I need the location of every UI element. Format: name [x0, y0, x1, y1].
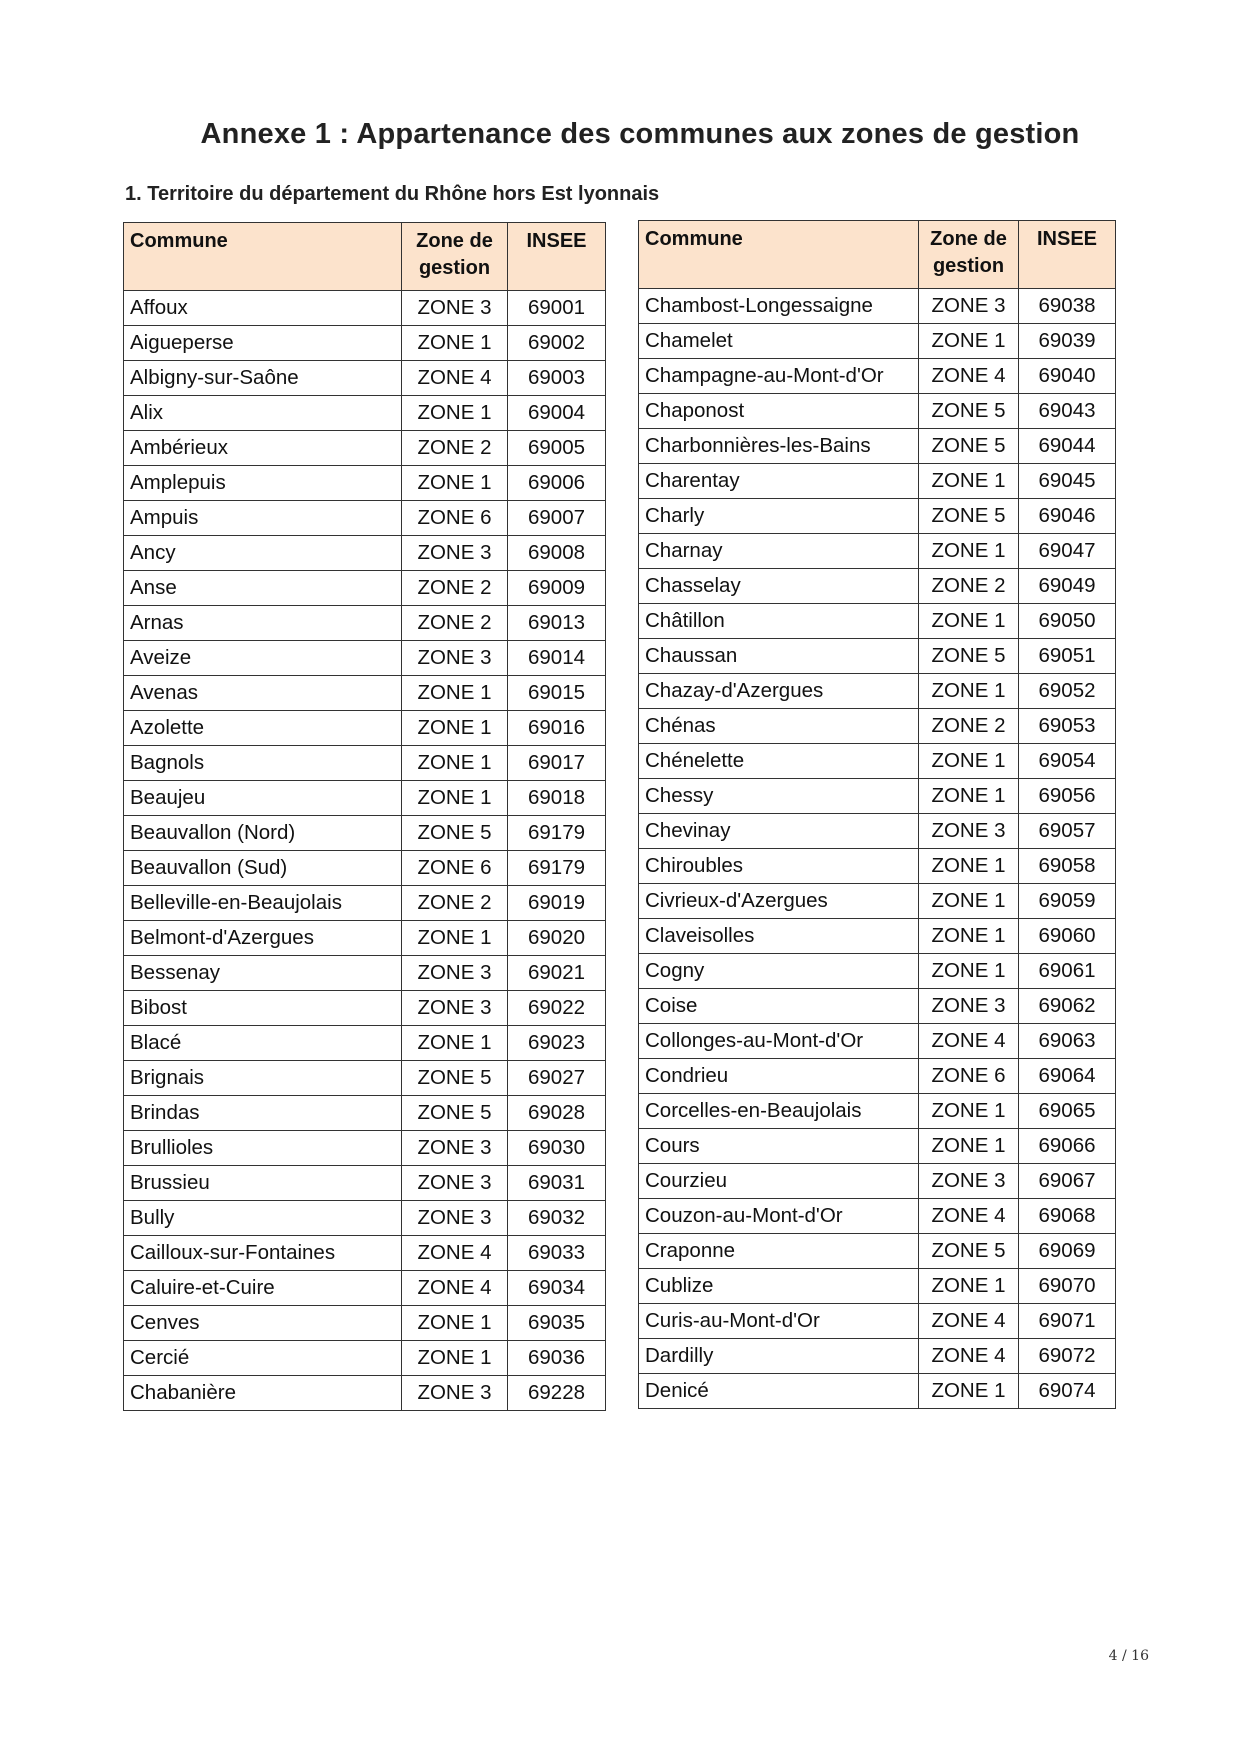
insee-cell: 69074 — [1019, 1374, 1116, 1409]
insee-cell: 69002 — [508, 326, 606, 361]
insee-cell: 69228 — [508, 1376, 606, 1411]
table-row — [639, 1164, 1116, 1199]
zone-cell: ZONE 2 — [919, 569, 1019, 604]
commune-cell: Chessy — [639, 779, 919, 814]
table-row — [124, 641, 606, 676]
zone-cell: ZONE 1 — [919, 534, 1019, 569]
insee-cell: 69021 — [508, 956, 606, 991]
zone-cell: ZONE 2 — [402, 431, 508, 466]
zone-cell: ZONE 3 — [919, 814, 1019, 849]
commune-cell: Chabanière — [124, 1376, 402, 1411]
zone-cell: ZONE 2 — [402, 571, 508, 606]
zone-cell: ZONE 1 — [402, 1341, 508, 1376]
insee-cell: 69032 — [508, 1201, 606, 1236]
commune-cell: Bibost — [124, 991, 402, 1026]
commune-cell: Chaponost — [639, 394, 919, 429]
insee-cell: 69039 — [1019, 324, 1116, 359]
commune-cell: Caluire-et-Cuire — [124, 1271, 402, 1306]
table-row — [639, 989, 1116, 1024]
insee-cell: 69071 — [1019, 1304, 1116, 1339]
table-row — [639, 429, 1116, 464]
table-row — [639, 779, 1116, 814]
commune-cell: Beaujeu — [124, 781, 402, 816]
commune-cell: Azolette — [124, 711, 402, 746]
commune-cell: Couzon-au-Mont-d'Or — [639, 1199, 919, 1234]
insee-cell: 69068 — [1019, 1199, 1116, 1234]
zone-cell: ZONE 3 — [402, 291, 508, 326]
commune-cell: Corcelles-en-Beaujolais — [639, 1094, 919, 1129]
zone-cell: ZONE 5 — [919, 499, 1019, 534]
zone-cell: ZONE 1 — [402, 676, 508, 711]
table-row — [124, 781, 606, 816]
insee-cell: 69054 — [1019, 744, 1116, 779]
insee-cell: 69008 — [508, 536, 606, 571]
insee-cell: 69031 — [508, 1166, 606, 1201]
insee-cell: 69036 — [508, 1341, 606, 1376]
commune-cell: Châtillon — [639, 604, 919, 639]
table-row — [124, 361, 606, 396]
zone-cell: ZONE 2 — [402, 606, 508, 641]
zone-cell: ZONE 4 — [919, 1304, 1019, 1339]
table-row — [124, 326, 606, 361]
table-row — [124, 886, 606, 921]
table-row — [639, 534, 1116, 569]
commune-cell: Civrieux-d'Azergues — [639, 884, 919, 919]
commune-cell: Chaussan — [639, 639, 919, 674]
insee-cell: 69052 — [1019, 674, 1116, 709]
table-row — [124, 606, 606, 641]
table-row — [124, 1376, 606, 1411]
zone-cell: ZONE 4 — [919, 1199, 1019, 1234]
table-row — [639, 289, 1116, 324]
commune-cell: Brussieu — [124, 1166, 402, 1201]
insee-cell: 69051 — [1019, 639, 1116, 674]
table-row — [639, 1269, 1116, 1304]
table-row — [124, 851, 606, 886]
commune-cell: Cublize — [639, 1269, 919, 1304]
communes-table-right — [638, 220, 1116, 1409]
commune-cell: Dardilly — [639, 1339, 919, 1374]
header-zone: Zone de gestion — [402, 223, 508, 291]
insee-cell: 69017 — [508, 746, 606, 781]
header-commune: Commune — [124, 223, 402, 291]
table-row — [639, 814, 1116, 849]
table-header-row — [639, 221, 1116, 289]
table-row — [124, 501, 606, 536]
table-row — [639, 1304, 1116, 1339]
insee-cell: 69064 — [1019, 1059, 1116, 1094]
insee-cell: 69066 — [1019, 1129, 1116, 1164]
zone-cell: ZONE 1 — [919, 604, 1019, 639]
zone-cell: ZONE 1 — [919, 779, 1019, 814]
commune-cell: Ambérieux — [124, 431, 402, 466]
insee-cell: 69050 — [1019, 604, 1116, 639]
zone-cell: ZONE 5 — [919, 1234, 1019, 1269]
insee-cell: 69019 — [508, 886, 606, 921]
table-row — [124, 921, 606, 956]
table-row — [124, 1201, 606, 1236]
commune-cell: Courzieu — [639, 1164, 919, 1199]
insee-cell: 69033 — [508, 1236, 606, 1271]
commune-cell: Albigny-sur-Saône — [124, 361, 402, 396]
table-row — [639, 1024, 1116, 1059]
table-row — [639, 569, 1116, 604]
zone-cell: ZONE 5 — [402, 816, 508, 851]
zone-cell: ZONE 5 — [402, 1061, 508, 1096]
zone-cell: ZONE 1 — [402, 781, 508, 816]
commune-cell: Beauvallon (Nord) — [124, 816, 402, 851]
table-row — [639, 849, 1116, 884]
insee-cell: 69058 — [1019, 849, 1116, 884]
table-row — [124, 991, 606, 1026]
commune-cell: Condrieu — [639, 1059, 919, 1094]
zone-cell: ZONE 1 — [402, 396, 508, 431]
zone-cell: ZONE 1 — [402, 746, 508, 781]
zone-cell: ZONE 3 — [402, 956, 508, 991]
table-row — [639, 1374, 1116, 1409]
table-row — [639, 674, 1116, 709]
zone-cell: ZONE 3 — [402, 1166, 508, 1201]
zone-cell: ZONE 2 — [919, 709, 1019, 744]
insee-cell: 69014 — [508, 641, 606, 676]
commune-cell: Avenas — [124, 676, 402, 711]
insee-cell: 69003 — [508, 361, 606, 396]
commune-cell: Chénelette — [639, 744, 919, 779]
table-row — [639, 359, 1116, 394]
zone-cell: ZONE 1 — [402, 326, 508, 361]
table-row — [124, 536, 606, 571]
zone-cell: ZONE 5 — [919, 394, 1019, 429]
commune-cell: Claveisolles — [639, 919, 919, 954]
commune-cell: Craponne — [639, 1234, 919, 1269]
commune-cell: Coise — [639, 989, 919, 1024]
zone-cell: ZONE 3 — [402, 1376, 508, 1411]
insee-cell: 69067 — [1019, 1164, 1116, 1199]
insee-cell: 69047 — [1019, 534, 1116, 569]
commune-cell: Brullioles — [124, 1131, 402, 1166]
zone-cell: ZONE 3 — [919, 289, 1019, 324]
zone-cell: ZONE 1 — [919, 1374, 1019, 1409]
insee-cell: 69030 — [508, 1131, 606, 1166]
zone-cell: ZONE 1 — [402, 466, 508, 501]
table-row — [124, 1131, 606, 1166]
insee-cell: 69056 — [1019, 779, 1116, 814]
commune-cell: Cailloux-sur-Fontaines — [124, 1236, 402, 1271]
table-row — [639, 1339, 1116, 1374]
commune-cell: Chazay-d'Azergues — [639, 674, 919, 709]
commune-cell: Charentay — [639, 464, 919, 499]
table-row — [124, 711, 606, 746]
zone-cell: ZONE 6 — [919, 1059, 1019, 1094]
commune-cell: Chasselay — [639, 569, 919, 604]
insee-cell: 69013 — [508, 606, 606, 641]
commune-cell: Arnas — [124, 606, 402, 641]
table-row — [639, 1129, 1116, 1164]
insee-cell: 69046 — [1019, 499, 1116, 534]
zone-cell: ZONE 1 — [919, 464, 1019, 499]
commune-cell: Cenves — [124, 1306, 402, 1341]
insee-cell: 69027 — [508, 1061, 606, 1096]
zone-cell: ZONE 5 — [919, 639, 1019, 674]
table-row — [639, 639, 1116, 674]
insee-cell: 69062 — [1019, 989, 1116, 1024]
table-row — [639, 324, 1116, 359]
zone-cell: ZONE 1 — [919, 324, 1019, 359]
zone-cell: ZONE 5 — [402, 1096, 508, 1131]
commune-cell: Bully — [124, 1201, 402, 1236]
commune-cell: Charnay — [639, 534, 919, 569]
commune-cell: Aveize — [124, 641, 402, 676]
insee-cell: 69007 — [508, 501, 606, 536]
commune-cell: Cours — [639, 1129, 919, 1164]
commune-cell: Alix — [124, 396, 402, 431]
zone-cell: ZONE 1 — [402, 1306, 508, 1341]
section-heading: 1. Territoire du département du Rhône hors Est lyonnais — [125, 183, 660, 205]
insee-cell: 69179 — [508, 816, 606, 851]
insee-cell: 69016 — [508, 711, 606, 746]
zone-cell: ZONE 1 — [919, 674, 1019, 709]
insee-cell: 69043 — [1019, 394, 1116, 429]
insee-cell: 69018 — [508, 781, 606, 816]
insee-cell: 69059 — [1019, 884, 1116, 919]
insee-cell: 69028 — [508, 1096, 606, 1131]
insee-cell: 69035 — [508, 1306, 606, 1341]
commune-cell: Anse — [124, 571, 402, 606]
insee-cell: 69015 — [508, 676, 606, 711]
commune-cell: Chevinay — [639, 814, 919, 849]
zone-cell: ZONE 6 — [402, 851, 508, 886]
commune-cell: Belmont-d'Azergues — [124, 921, 402, 956]
commune-cell: Charly — [639, 499, 919, 534]
table-row — [639, 744, 1116, 779]
insee-cell: 69020 — [508, 921, 606, 956]
table-row — [639, 1094, 1116, 1129]
insee-cell: 69034 — [508, 1271, 606, 1306]
insee-cell: 69040 — [1019, 359, 1116, 394]
commune-cell: Ampuis — [124, 501, 402, 536]
zone-cell: ZONE 4 — [402, 1236, 508, 1271]
insee-cell: 69072 — [1019, 1339, 1116, 1374]
commune-cell: Collonges-au-Mont-d'Or — [639, 1024, 919, 1059]
header-insee: INSEE — [508, 223, 606, 291]
commune-cell: Charbonnières-les-Bains — [639, 429, 919, 464]
commune-cell: Champagne-au-Mont-d'Or — [639, 359, 919, 394]
page-title: Annexe 1 : Appartenance des communes aux zones de gestion — [200, 118, 1080, 150]
insee-cell: 69060 — [1019, 919, 1116, 954]
zone-cell: ZONE 1 — [919, 849, 1019, 884]
insee-cell: 69038 — [1019, 289, 1116, 324]
commune-cell: Chénas — [639, 709, 919, 744]
table-row — [124, 571, 606, 606]
insee-cell: 69023 — [508, 1026, 606, 1061]
insee-cell: 69009 — [508, 571, 606, 606]
zone-cell: ZONE 2 — [402, 886, 508, 921]
insee-cell: 69069 — [1019, 1234, 1116, 1269]
zone-cell: ZONE 1 — [919, 1269, 1019, 1304]
table-row — [124, 1061, 606, 1096]
zone-cell: ZONE 1 — [402, 921, 508, 956]
table-row — [639, 464, 1116, 499]
insee-cell: 69065 — [1019, 1094, 1116, 1129]
table-row — [124, 1026, 606, 1061]
zone-cell: ZONE 3 — [919, 989, 1019, 1024]
zone-cell: ZONE 1 — [919, 884, 1019, 919]
insee-cell: 69022 — [508, 991, 606, 1026]
commune-cell: Aigueperse — [124, 326, 402, 361]
table-row — [639, 954, 1116, 989]
table-row — [124, 466, 606, 501]
commune-cell: Belleville-en-Beaujolais — [124, 886, 402, 921]
table-row — [124, 676, 606, 711]
table-row — [639, 884, 1116, 919]
zone-cell: ZONE 3 — [919, 1164, 1019, 1199]
communes-table-left — [123, 222, 606, 1411]
insee-cell: 69057 — [1019, 814, 1116, 849]
commune-cell: Brindas — [124, 1096, 402, 1131]
commune-cell: Bessenay — [124, 956, 402, 991]
table-row — [124, 1166, 606, 1201]
table-row — [124, 746, 606, 781]
zone-cell: ZONE 3 — [402, 1201, 508, 1236]
zone-cell: ZONE 1 — [919, 1129, 1019, 1164]
table-row — [124, 431, 606, 466]
zone-cell: ZONE 4 — [919, 1024, 1019, 1059]
zone-cell: ZONE 1 — [402, 711, 508, 746]
table-row — [124, 291, 606, 326]
table-row — [124, 1306, 606, 1341]
zone-cell: ZONE 1 — [919, 1094, 1019, 1129]
table-row — [124, 1341, 606, 1376]
insee-cell: 69005 — [508, 431, 606, 466]
table-row — [639, 604, 1116, 639]
commune-cell: Chambost-Longessaigne — [639, 289, 919, 324]
table-row — [639, 499, 1116, 534]
zone-cell: ZONE 4 — [919, 359, 1019, 394]
header-zone: Zone de gestion — [919, 221, 1019, 289]
commune-cell: Chiroubles — [639, 849, 919, 884]
zone-cell: ZONE 4 — [919, 1339, 1019, 1374]
zone-cell: ZONE 3 — [402, 536, 508, 571]
insee-cell: 69044 — [1019, 429, 1116, 464]
insee-cell: 69045 — [1019, 464, 1116, 499]
commune-cell: Bagnols — [124, 746, 402, 781]
table-row — [124, 1236, 606, 1271]
insee-cell: 69179 — [508, 851, 606, 886]
header-insee: INSEE — [1019, 221, 1116, 289]
zone-cell: ZONE 3 — [402, 641, 508, 676]
commune-cell: Beauvallon (Sud) — [124, 851, 402, 886]
commune-cell: Denicé — [639, 1374, 919, 1409]
insee-cell: 69070 — [1019, 1269, 1116, 1304]
page-number: 4 / 16 — [1108, 1648, 1149, 1664]
table-row — [124, 816, 606, 851]
commune-cell: Cercié — [124, 1341, 402, 1376]
zone-cell: ZONE 4 — [402, 361, 508, 396]
insee-cell: 69061 — [1019, 954, 1116, 989]
zone-cell: ZONE 5 — [919, 429, 1019, 464]
table-header-row — [124, 223, 606, 291]
table-row — [124, 396, 606, 431]
table-row — [639, 1234, 1116, 1269]
table-row — [639, 709, 1116, 744]
commune-cell: Brignais — [124, 1061, 402, 1096]
commune-cell: Affoux — [124, 291, 402, 326]
table-row — [124, 1271, 606, 1306]
table-row — [124, 1096, 606, 1131]
commune-cell: Cogny — [639, 954, 919, 989]
commune-cell: Chamelet — [639, 324, 919, 359]
table-row — [124, 956, 606, 991]
insee-cell: 69049 — [1019, 569, 1116, 604]
table-row — [639, 1199, 1116, 1234]
insee-cell: 69004 — [508, 396, 606, 431]
table-row — [639, 919, 1116, 954]
zone-cell: ZONE 4 — [402, 1271, 508, 1306]
zone-cell: ZONE 6 — [402, 501, 508, 536]
insee-cell: 69006 — [508, 466, 606, 501]
zone-cell: ZONE 3 — [402, 991, 508, 1026]
insee-cell: 69001 — [508, 291, 606, 326]
zone-cell: ZONE 1 — [919, 744, 1019, 779]
insee-cell: 69053 — [1019, 709, 1116, 744]
table-row — [639, 394, 1116, 429]
zone-cell: ZONE 1 — [919, 954, 1019, 989]
insee-cell: 69063 — [1019, 1024, 1116, 1059]
commune-cell: Amplepuis — [124, 466, 402, 501]
table-row — [639, 1059, 1116, 1094]
zone-cell: ZONE 1 — [402, 1026, 508, 1061]
commune-cell: Curis-au-Mont-d'Or — [639, 1304, 919, 1339]
commune-cell: Blacé — [124, 1026, 402, 1061]
commune-cell: Ancy — [124, 536, 402, 571]
header-commune: Commune — [639, 221, 919, 289]
zone-cell: ZONE 1 — [919, 919, 1019, 954]
zone-cell: ZONE 3 — [402, 1131, 508, 1166]
